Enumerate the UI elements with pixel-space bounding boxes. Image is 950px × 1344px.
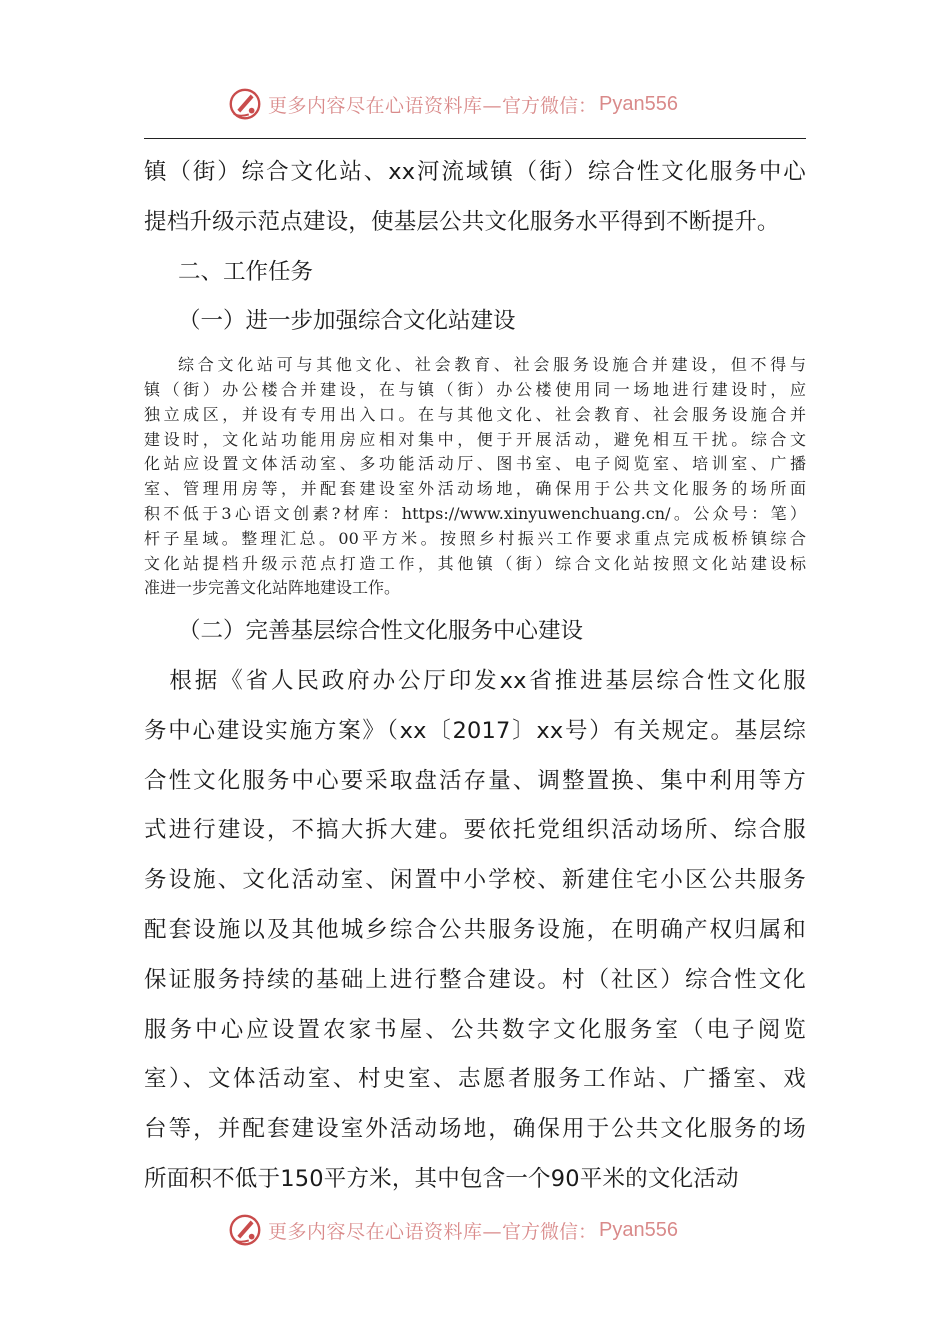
paragraph-line: 务中心建设实施方案》（xx〔2017〕xx号）有关规定。基层综 <box>144 717 806 744</box>
banner-wechat-label: 官方微信： <box>502 1220 598 1243</box>
banner-text: 更多内容尽在心语资料库— <box>268 94 503 117</box>
paragraph-line: 独立成区，并设有专用出入口。在与其他文化、社会教育、社会服务设施合并 <box>144 404 806 424</box>
paragraph-line: 根据《省人民政府办公厅印发xx省推进基层综合性文化服 <box>144 667 806 694</box>
header-banner <box>226 84 746 124</box>
paragraph-line: 镇（街）办公楼合并建设，在与镇（街）办公楼使用同一场地进行建设时，应 <box>144 379 806 399</box>
paragraph-line: 配套设施以及其他城乡综合公共服务设施，在明确产权归属和 <box>144 916 806 943</box>
intro-line: 镇（街）综合文化站、xx河流域镇（街）综合性文化服务中心 <box>144 159 806 185</box>
paragraph-line: 杆子星域。整理汇总。00平方米。按照乡村振兴工作要求重点完成板桥镇综合 <box>144 528 806 548</box>
paragraph-line: 务设施、文化活动室、闲置中小学校、新建住宅小区公共服务 <box>144 867 806 894</box>
paragraph-line: 建设时，文化站功能用房应相对集中，便于开展活动，避免相互干扰。综合文 <box>144 429 806 449</box>
subsection-1-paragraph <box>144 353 806 601</box>
paragraph-line: 保证服务持续的基础上进行整合建设。村（社区）综合性文化 <box>144 966 806 993</box>
paragraph-line: 服务中心应设置农家书屋、公共数字文化服务室（电子阅览 <box>144 1016 806 1043</box>
banner-text: 更多内容尽在心语资料库— <box>268 1220 503 1243</box>
paragraph-line: 合性文化服务中心要采取盘活存量、调整置换、集中利用等方 <box>144 767 806 794</box>
banner-wechat-id: Pyan556 <box>599 92 678 115</box>
footer-banner <box>226 1210 746 1250</box>
banner-wechat-label: 官方微信： <box>502 94 598 117</box>
document-body <box>144 148 806 1205</box>
library-logo-icon <box>226 1211 264 1249</box>
paragraph-line: 化站应设置文体活动室、多功能活动厅、图书室、电子阅览室、培训室、广播 <box>144 454 806 474</box>
subsection-heading-2: （二）完善基层综合性文化服务中心建设 <box>178 618 584 645</box>
paragraph-line: 式进行建设，不搞大拆大建。要依托党组织活动场所、综合服 <box>144 817 806 844</box>
banner-wechat-id: Pyan556 <box>599 1218 678 1241</box>
subsection-heading-1: （一）进一步加强综合文化站建设 <box>178 308 516 335</box>
paragraph-line: 积不低于3心语文创素?材库：https://www.xinyuwenchuang.cn/。公众号：笔） <box>144 503 806 523</box>
paragraph-line: 室、管理用房等，并配套建设室外活动场地，确保用于公共文化服务的场所面 <box>144 479 806 499</box>
paragraph-line: 综合文化站可与其他文化、社会教育、社会服务设施合并建设，但不得与 <box>178 355 806 375</box>
section-heading: 二、工作任务 <box>178 258 314 285</box>
paragraph-line: 文化站提档升级示范点打造工作，其他镇（街）综合文化站按照文化站建设标 <box>144 553 806 573</box>
paragraph-line: 台等，并配套建设室外活动场地，确保用于公共文化服务的场 <box>144 1116 806 1143</box>
paragraph-line: 准进一步完善文化站阵地建设工作。 <box>144 578 401 598</box>
paragraph-line: 室）、文体活动室、村史室、志愿者服务工作站、广播室、戏 <box>144 1066 806 1093</box>
subsection-2-paragraph <box>144 657 806 1205</box>
intro-line: 提档升级示范点建设，使基层公共文化服务水平得到不断提升。 <box>144 208 780 235</box>
paragraph-line: 所面积不低于150平方米，其中包含一个90平米的文化活动 <box>144 1165 739 1192</box>
header-divider <box>144 138 806 139</box>
library-logo-icon <box>226 85 264 123</box>
